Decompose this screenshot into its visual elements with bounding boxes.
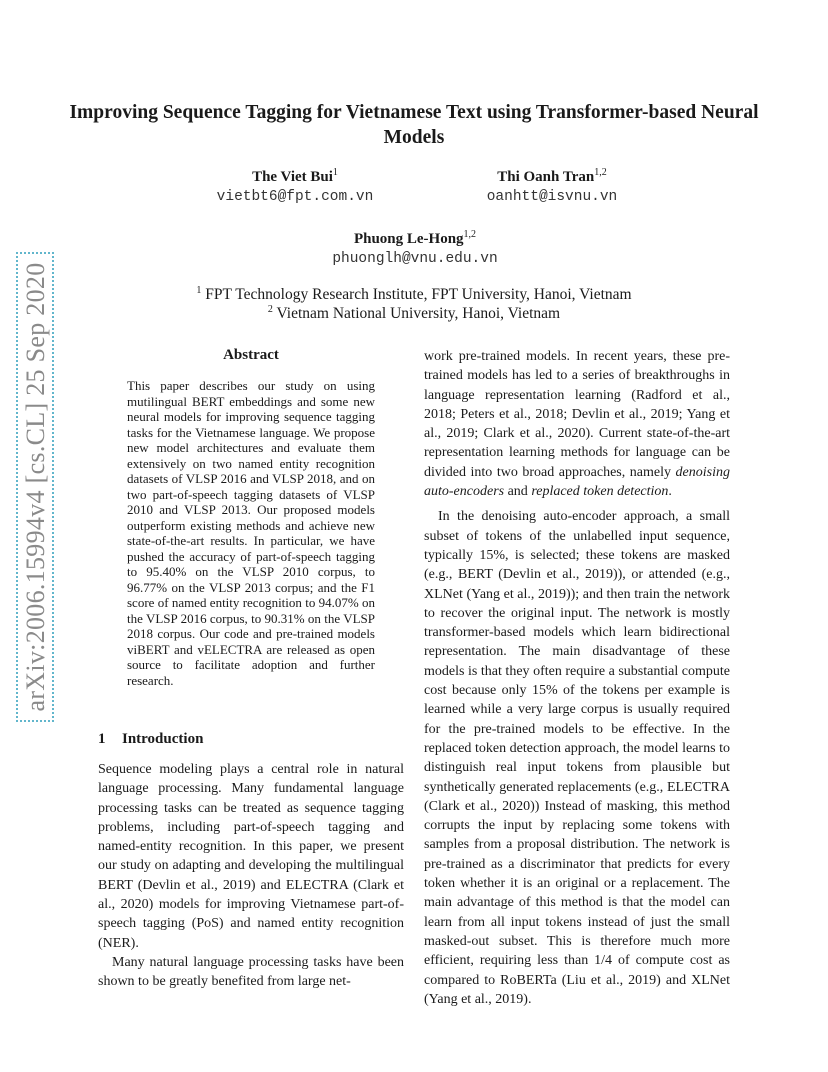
author-affiliation-marker: 1,2 (463, 229, 477, 240)
left-column-body (98, 760, 404, 992)
right-column-body (424, 347, 730, 1009)
author-block-3 (270, 225, 560, 269)
author-affiliation-marker: 1 (332, 167, 338, 178)
affiliation-text: FPT Technology Research Institute, FPT University, Hanoi, Vietnam (205, 286, 632, 304)
section-number: 1 (98, 731, 106, 747)
affiliation-marker: 2 (267, 304, 273, 315)
author-name-text: Thi Oanh Tran (497, 169, 595, 185)
author-email: oanhtt@isvnu.vn (486, 189, 618, 205)
emphasis-denoising: denoising auto-encoders (424, 464, 730, 500)
section-title: Introduction (122, 731, 204, 747)
arxiv-stamp (16, 252, 56, 722)
author-name (270, 225, 560, 249)
paper-title: Improving Sequence Tagging for Vietnamese Text using Transformer-based Neural Models (69, 102, 759, 148)
author-email: phuonglh@vnu.edu.vn (332, 251, 498, 267)
author-name-text: Phuong Le-Hong (353, 231, 464, 247)
right-paragraph-1 (424, 347, 730, 501)
abstract-body: This paper describes our study on using mutilingual BERT embeddings and some new neural models for improving sequence tagging tasks for the Vietnamese language. We propose new model architectures and evaluate them extensively on two named entity recognition datasets of VLSP 2016 and VLSP 2018, and on two part-of-speech tagging datasets of VLSP 2010 and VLSP 2013. Our proposed models outperform existing methods and achieve new state-of-the-art results. In particular, we have pushed the accuracy of part-of-speech tagging to 95.40% on the VLSP 2010 corpus, to 96.77% on the VLSP 2013 corpus; and the F1 score of named entity recognition to 94.07% on the VLSP 2016 corpus, to 90.31% on the VLSP 2018 corpus. Our code and pre-trained models viBERT and vELECTRA are released as open source to facilitate adoption and further research. (127, 378, 375, 688)
author-block-1 (160, 163, 430, 207)
paragraph-text: and (504, 484, 532, 500)
author-affiliation-marker: 1,2 (594, 167, 607, 178)
intro-paragraph-1: Sequence modeling plays a central role in natural language processing. Many fundamental language processing tasks can be treated as sequence tagging problems, including part-of-speech tagging and named-entity recognition. In this paper, we present our study on adapting and developing the multilingual BERT (Devlin et al., 2019) and ELECTRA (Clark et al., 2020) models for improving Vietnamese part-of-speech tagging (PoS) and named entity recognition (NER). (98, 762, 404, 951)
emphasis-replaced-token: replaced token detection (531, 484, 669, 500)
arxiv-identifier: arXiv:2006.15994v4 [cs.CL] 25 Sep 2020 (21, 262, 50, 712)
affiliation-2 (100, 300, 728, 324)
author-name-text: The Viet Bui (252, 169, 333, 185)
abstract-heading: Abstract (223, 347, 279, 363)
author-name (412, 163, 692, 187)
author-block-2 (412, 163, 692, 207)
author-name (160, 163, 430, 187)
paragraph-text: work pre-trained models. In recent years, these pre-trained models has led to a series of breakthroughs in language representation learning (Radford et al., 2018; Peters et al., 2018; Devlin et al., 2019; Yang et al., 2019; Clark et al., 2020). Current state-of-the-art representation learning methods for language can be divided into two broad approaches, namely (424, 349, 730, 480)
section-heading-introduction (98, 731, 203, 748)
paragraph-text: . (668, 484, 672, 500)
right-paragraph-2: In the denoising auto-encoder approach, a small subset of tokens of the unlabelled input sequence, typically 15%, is selected; these tokens are masked (e.g., BERT (Devlin et al., 2019)), or attended (e.g., XLNet (Yang et al., 2019)); and then train the network to recover the original input. The network is mostly transformer-based models which learn bidirectional representation. The main disadvantage of these models is that they often require a substantial compute cost because only 15% of the tokens per example is learned while a very large corpus is usually required for the pre-trained models to be effective. In the replaced token detection approach, the model learns to distinguish real input tokens from plausible but synthetically generated replacements (e.g., ELECTRA (Clark et al., 2020)) Instead of masking, this method corrupts the input by replacing some tokens with samples from a proposal distribution. The network is pre-trained as a discriminator that predicts for every token whether it is an original or a replacement. The main advantage of this method is that the model can learn from all input tokens instead of just the small masked-out subset. This is therefore much more efficient, requiring less than 1/4 of compute cost as compared to RoBERTa (Liu et al., 2019) and XLNet (Yang et al., 2019). (424, 509, 730, 1007)
intro-paragraph-2: Many natural language processing tasks have been shown to be greatly benefited from large net- (98, 954, 404, 990)
author-email: vietbt6@fpt.com.vn (216, 189, 374, 205)
affiliation-text: Vietnam National University, Hanoi, Vietnam (276, 305, 561, 323)
affiliation-marker: 1 (196, 285, 202, 296)
